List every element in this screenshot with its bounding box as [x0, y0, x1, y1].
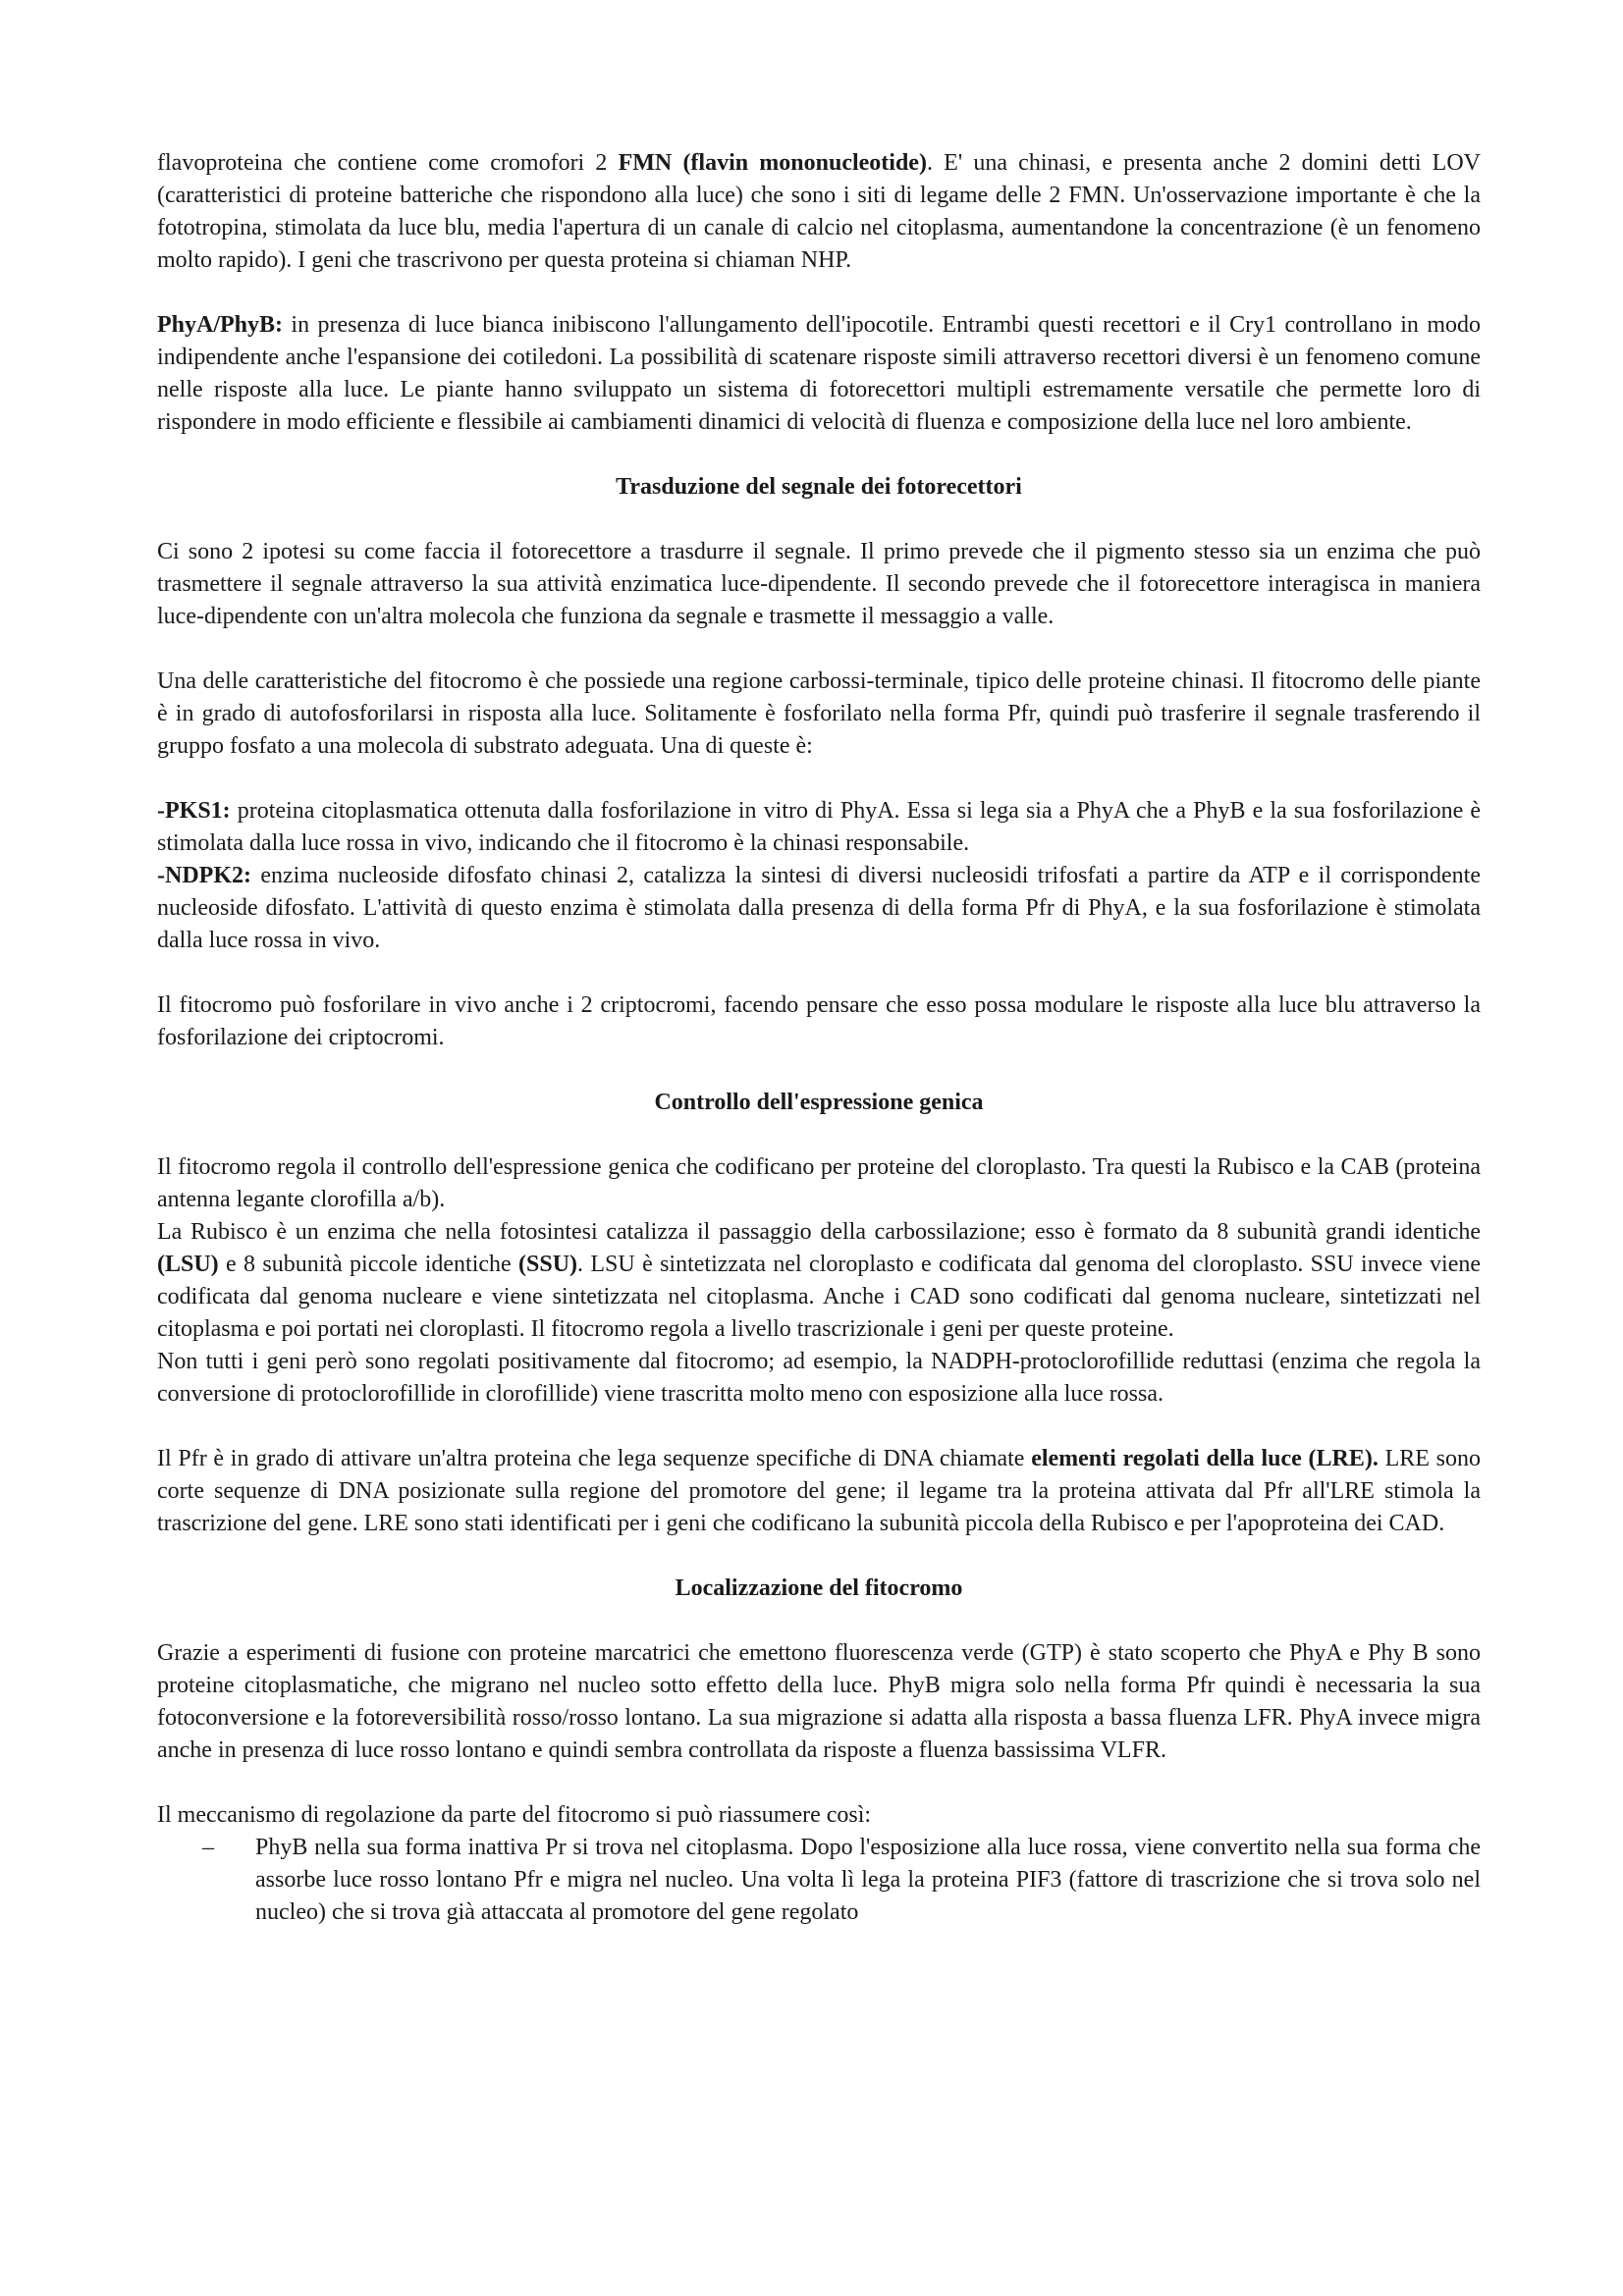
- list-item: – PhyB nella sua forma inattiva Pr si trova nel citoplasma. Dopo l'esposizione alla luce rossa, viene convertito nella sua forma che assorbe luce rosso lontano Pfr e migra nel nucleo. Una volta lì lega la proteina PIF3 (fattore di trascrizione che si trova solo nel nucleo) che si trova già attaccata al promotore del gene regolato: [255, 1832, 1481, 1929]
- paragraph-phya-phyb: PhyA/PhyB: in presenza di luce bianca inibiscono l'allungamento dell'ipocotile. Entrambi questi recettori e il Cry1 controllano in modo indipendente anche l'espansione dei cotiledoni. La possibilità di scatenare risposte simili attraverso recettori diversi è un fenomeno comune nelle risposte alla luce. Le piante hanno sviluppato un sistema di fotorecettori multipli estremamente versatile che permette loro di rispondere in modo efficiente e flessibile ai cambiamenti dinamici di velocità di fluenza e composizione della luce nel loro ambiente.: [157, 312, 1481, 435]
- paragraph-rubisco-cab: Il fitocromo regola il controllo dell'espressione genica che codificano per proteine del cloroplasto. Tra questi la Rubisco e la CAB (proteina antenna legante clorofilla a/b).: [157, 1154, 1481, 1212]
- paragraph-lre: Il Pfr è in grado di attivare un'altra proteina che lega sequenze specifiche di DNA chiamate elementi regolati della luce (LRE). LRE sono corte sequenze di DNA posizionate sulla regione del promotore del gene; il legame tra la proteina attivata dal Pfr all'LRE stimola la trascrizione del gene. LRE sono stati identificati per i geni che codificano la subunità piccola della Rubisco e per l'apoproteina dei CAD.: [157, 1446, 1482, 1536]
- bold-ssu: (SSU): [518, 1252, 578, 1277]
- bold-lre: elementi regolati della luce (LRE).: [1031, 1446, 1379, 1471]
- paragraph-ndpk2: -NDPK2: enzima nucleoside difosfato chinasi 2, catalizza la sintesi di diversi nucleosidi trifosfati a partire da ATP e il corrispondente nucleoside difosfato. L'attività di questo enzima è stimolata dalla presenza di della forma Pfr di PhyA, e la sua fosforilazione è stimolata dalla luce rossa in vivo.: [157, 863, 1481, 953]
- bold-lsu: (LSU): [157, 1252, 219, 1277]
- bold-fmn: FMN (flavin mononucleotide): [618, 150, 927, 176]
- paragraph-pks1: -PKS1: proteina citoplasmatica ottenuta dalla fosforilazione in vitro di PhyA. Essa si lega sia a PhyA che a PhyB e la sua fosforilazione è stimolata dalla luce rossa in vivo, indicando che il fitocromo è la chinasi responsabile.: [157, 798, 1481, 856]
- paragraph-rubisco-subunita: La Rubisco è un enzima che nella fotosintesi catalizza il passaggio della carbossilazione; esso è formato da 8 subunità grandi identiche (LSU) e 8 subunità piccole identiche (SSU). LSU è sintetizzata nel cloroplasto e codificata dal genoma del cloroplasto. SSU invece viene codificata dal genoma nucleare e viene sintetizzata nel citoplasma. Anche i CAD sono codificati dal genoma nucleare, sintetizzati nel citoplasma e poi portati nei cloroplasti. Il fitocromo regola a livello trascrizionale i geni per queste proteine.: [157, 1219, 1482, 1342]
- bold-ndpk2: -NDPK2:: [157, 863, 251, 888]
- dash-marker: –: [202, 1835, 214, 1860]
- heading-espressione-genica: Controllo dell'espressione genica: [654, 1090, 984, 1115]
- paragraph-ipotesi: Ci sono 2 ipotesi su come faccia il fotorecettore a trasdurre il segnale. Il primo prevede che il pigmento stesso sia un enzima che può trasmettere il segnale attraverso la sua attività enzimatica luce-dipendente. Il secondo prevede che il fotorecettore interagisca in maniera luce-dipendente con un'altra molecola che funziona da segnale e trasmette il messaggio a valle.: [157, 539, 1481, 629]
- mechanism-list: [157, 1832, 1481, 1929]
- paragraph-meccanismo: Il meccanismo di regolazione da parte del fitocromo si può riassumere così:: [157, 1802, 872, 1828]
- paragraph-fusione-gtp: Grazie a esperimenti di fusione con proteine marcatrici che emettono fluorescenza verde (GTP) è stato scoperto che PhyA e Phy B sono proteine citoplasmatiche, che migrano nel nucleo sotto effetto della luce. PhyB migra solo nella forma Pfr quindi è necessaria la sua fotoconversione e la fotoreversibilità rosso/rosso lontano. La sua migrazione si adatta alla risposta a bassa fluenza LFR. PhyA invece migra anche in presenza di luce rosso lontano e quindi sembra controllata da risposte a fluenza bassissima VLFR.: [157, 1640, 1481, 1763]
- paragraph-carbossi-terminale: Una delle caratteristiche del fitocromo è che possiede una regione carbossi-terminale, tipico delle proteine chinasi. Il fitocromo delle piante è in grado di autofosforilarsi in risposta alla luce. Solitamente è fosforilato nella forma Pfr, quindi può trasferire il segnale trasferendo il gruppo fosfato a una molecola di substrato adeguata. Una di queste è:: [157, 668, 1481, 759]
- bold-phya-phyb: PhyA/PhyB:: [157, 312, 284, 338]
- paragraph-criptocromi: Il fitocromo può fosforilare in vivo anche i 2 criptocromi, facendo pensare che esso possa modulare le risposte alla luce blu attraverso la fosforilazione dei criptocromi.: [157, 992, 1481, 1050]
- heading-trasduzione: Trasduzione del segnale dei fotorecettori: [616, 474, 1022, 500]
- bold-pks1: -PKS1:: [157, 798, 231, 824]
- heading-localizzazione: Localizzazione del fitocromo: [675, 1575, 963, 1601]
- paragraph-fototropina: flavoproteina che contiene come cromofori 2 FMN (flavin mononucleotide). E' una chinasi, e presenta anche 2 domini detti LOV (caratteristici di proteine batteriche che rispondono alla luce) che sono i siti di legame delle 2 FMN. Un'osservazione importante è che la fototropina, stimolata da luce blu, media l'apertura di un canale di calcio nel citoplasma, aumentandone la concentrazione (è un fenomeno molto rapido). I geni che trascrivono per questa proteina si chiaman NHP.: [157, 150, 1482, 273]
- paragraph-nadph: Non tutti i geni però sono regolati positivamente dal fitocromo; ad esempio, la NADPH-protoclorofillide reduttasi (enzima che regola la conversione di protoclorofillide in clorofillide) viene trascritta molto meno con esposizione alla luce rossa.: [157, 1349, 1481, 1407]
